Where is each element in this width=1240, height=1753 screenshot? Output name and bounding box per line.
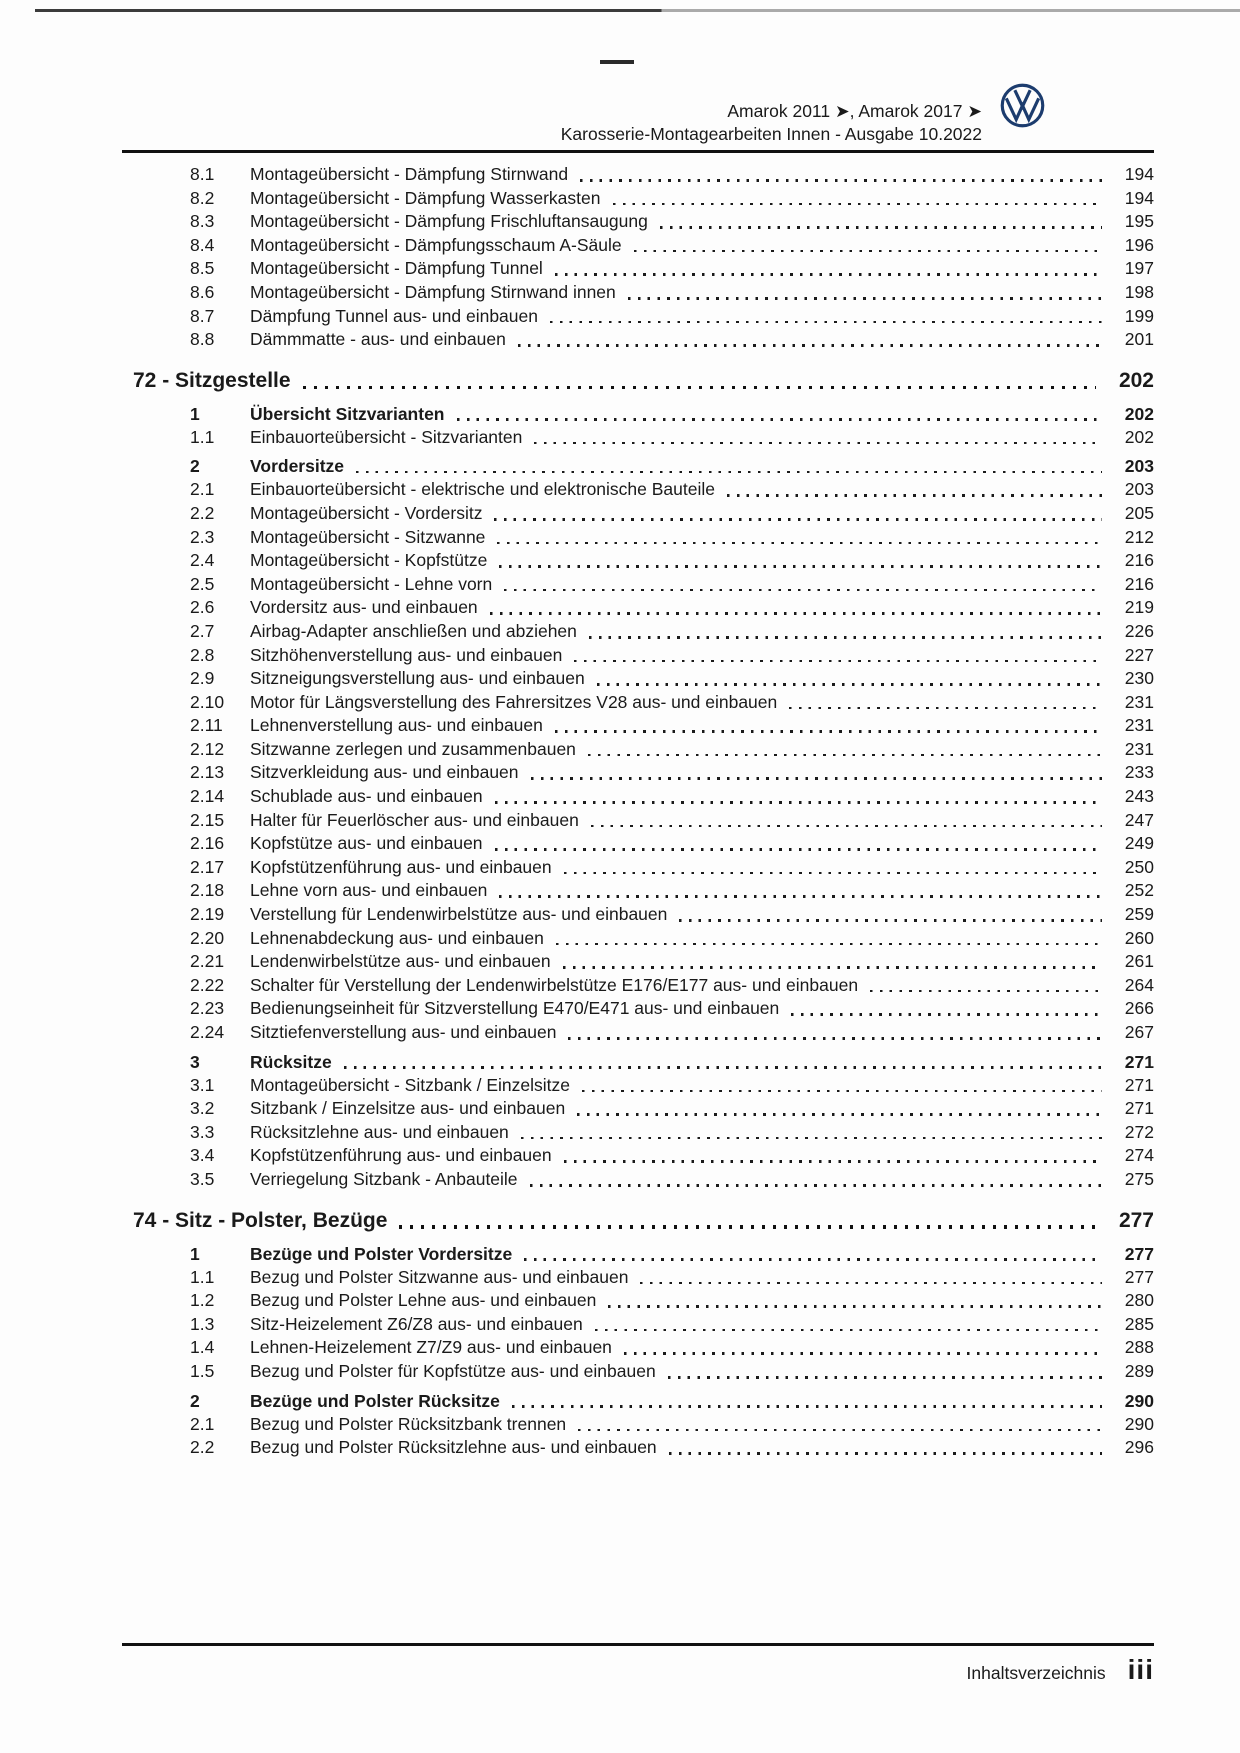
dot-leader bbox=[613, 203, 1103, 206]
dot-leader bbox=[555, 730, 1102, 733]
dot-leader bbox=[568, 1037, 1102, 1040]
toc-entry-row[interactable] bbox=[122, 1436, 1154, 1460]
toc-entry-page-number: 243 bbox=[1124, 786, 1154, 807]
toc-entry-row[interactable] bbox=[122, 903, 1154, 927]
dot-leader bbox=[534, 442, 1102, 445]
toc-entry-title: Sitzverkleidung aus- und einbauen bbox=[250, 762, 519, 783]
dot-leader bbox=[595, 1329, 1102, 1332]
toc-entry-row[interactable] bbox=[122, 257, 1154, 281]
toc-entry-page-number: 266 bbox=[1124, 998, 1154, 1019]
toc-entry-number: 8.5 bbox=[190, 258, 215, 279]
toc-entry-number: 3 bbox=[190, 1051, 200, 1072]
toc-entry-row[interactable] bbox=[122, 832, 1154, 856]
toc-entry-row[interactable] bbox=[122, 187, 1154, 211]
toc-entry-title: Sitztiefenverstellung aus- und einbauen bbox=[250, 1022, 557, 1042]
toc-entry-row[interactable] bbox=[122, 305, 1154, 329]
toc-entry-number: 2.12 bbox=[190, 738, 225, 759]
dot-leader bbox=[356, 471, 1102, 474]
dot-leader bbox=[490, 612, 1102, 615]
toc-entry-title: Montageübersicht - Lehne vorn bbox=[250, 573, 493, 594]
dot-leader bbox=[504, 589, 1102, 592]
toc-entry-number: 8.7 bbox=[190, 305, 215, 326]
toc-entry-row[interactable] bbox=[122, 502, 1154, 526]
toc-entry-row[interactable] bbox=[122, 1266, 1154, 1290]
toc-entry-title: Montageübersicht - Kopfstütze bbox=[250, 550, 488, 571]
toc-entry-number: 2.24 bbox=[190, 1022, 225, 1042]
toc-entry-page-number: 201 bbox=[1124, 329, 1154, 350]
toc-entry-row[interactable] bbox=[122, 454, 1154, 478]
toc-entry-number: 8.1 bbox=[190, 164, 215, 184]
toc-entry-page-number: 271 bbox=[1124, 1098, 1154, 1119]
toc-entry-number: 2.3 bbox=[190, 526, 215, 547]
dot-leader bbox=[628, 297, 1102, 300]
toc-entry-row[interactable] bbox=[122, 785, 1154, 809]
toc-entry-page-number: 290 bbox=[1124, 1390, 1154, 1411]
dot-leader bbox=[499, 895, 1102, 898]
toc-entry-page-number: 277 bbox=[1124, 1243, 1154, 1264]
dot-leader bbox=[791, 1013, 1102, 1016]
toc-entry-page-number: 233 bbox=[1124, 762, 1154, 783]
toc-entry-row[interactable] bbox=[122, 526, 1154, 550]
toc-entry-number: 3.1 bbox=[190, 1074, 215, 1095]
dot-leader bbox=[668, 1376, 1102, 1379]
toc-entry-title: Einbauorteübersicht - Sitzvarianten bbox=[250, 426, 523, 447]
scan-artifact-dash bbox=[600, 60, 634, 64]
toc-entry-page-number: 231 bbox=[1124, 738, 1154, 759]
toc-entry-number: 2 bbox=[190, 456, 200, 477]
toc-entry-title: Sitzbank / Einzelsitze aus- und einbauen bbox=[250, 1098, 566, 1119]
dot-leader bbox=[608, 1305, 1102, 1308]
toc-entry-row[interactable] bbox=[122, 234, 1154, 258]
toc-entry-title: Bezug und Polster Rücksitzbank trennen bbox=[250, 1413, 567, 1434]
dot-leader bbox=[564, 1160, 1102, 1163]
dot-leader bbox=[588, 754, 1102, 757]
toc-entry-number: 1.3 bbox=[190, 1313, 215, 1334]
toc-entry-row[interactable] bbox=[122, 478, 1154, 502]
toc-entry-number: 3.4 bbox=[190, 1145, 215, 1166]
toc-entry-number: 3.5 bbox=[190, 1168, 215, 1189]
toc-entry-row[interactable] bbox=[122, 738, 1154, 762]
toc-entry-title: Verriegelung Sitzbank - Anbauteile bbox=[250, 1168, 518, 1189]
dot-leader bbox=[303, 386, 1096, 389]
toc-entry-title: Bezug und Polster Lehne aus- und einbauen bbox=[250, 1290, 597, 1311]
dot-leader bbox=[589, 636, 1102, 639]
dot-leader bbox=[634, 250, 1102, 253]
toc-entry-number: 8.3 bbox=[190, 211, 215, 232]
toc-entry-title: Bezug und Polster Sitzwanne aus- und einbauen bbox=[250, 1266, 629, 1287]
toc-entry-title: Montageübersicht - Sitzwanne bbox=[250, 526, 486, 547]
dot-leader bbox=[531, 777, 1102, 780]
toc-entry-page-number: 252 bbox=[1124, 880, 1154, 901]
toc-chapter-label: 72 - Sitzgestelle bbox=[133, 368, 291, 392]
dot-leader bbox=[457, 418, 1103, 421]
toc-entry-title: Montageübersicht - Dämpfung Stirnwand innen bbox=[250, 281, 616, 302]
dot-leader bbox=[870, 990, 1102, 993]
toc-entry-page-number: 271 bbox=[1124, 1051, 1154, 1072]
dot-leader bbox=[495, 801, 1102, 804]
toc-entry-number: 2.14 bbox=[190, 786, 225, 807]
toc-entry-page-number: 203 bbox=[1124, 479, 1154, 500]
dot-leader bbox=[499, 565, 1102, 568]
toc-entry-number: 2.17 bbox=[190, 856, 225, 877]
toc-entry-number: 2.4 bbox=[190, 550, 215, 571]
dot-leader bbox=[640, 1282, 1102, 1285]
toc-entry-title: Montageübersicht - Dämpfung Frischluftansaugung bbox=[250, 211, 648, 232]
toc-entry-page-number: 231 bbox=[1124, 691, 1154, 712]
toc-entry-page-number: 197 bbox=[1124, 258, 1154, 279]
toc-entry-row[interactable] bbox=[122, 596, 1154, 620]
toc-entry-title: Vordersitz aus- und einbauen bbox=[250, 597, 478, 618]
toc-entry-row[interactable] bbox=[122, 761, 1154, 785]
toc-entry-number: 1.2 bbox=[190, 1290, 215, 1311]
toc-entry-title: Montageübersicht - Dämpfung Tunnel bbox=[250, 258, 543, 279]
toc-entry-page-number: 227 bbox=[1124, 644, 1154, 665]
toc-entry-row[interactable] bbox=[122, 573, 1154, 597]
dot-leader bbox=[399, 1225, 1096, 1228]
toc-entry-number: 2.8 bbox=[190, 644, 215, 665]
toc-entry-row[interactable] bbox=[122, 691, 1154, 715]
toc-entry-title: Montageübersicht - Sitzbank / Einzelsitze bbox=[250, 1074, 571, 1095]
toc-entry-title: Schalter für Verstellung der Lendenwirbelstütze E176/E177 aus- und einbauen bbox=[250, 974, 859, 995]
toc-entry-number: 2.22 bbox=[190, 974, 225, 995]
toc-entry-page-number: 196 bbox=[1124, 234, 1154, 255]
toc-entry-title: Lehnenabdeckung aus- und einbauen bbox=[250, 927, 544, 948]
toc-entry-number: 2.7 bbox=[190, 620, 215, 641]
footer-section-label: Inhaltsverzeichnis bbox=[966, 1663, 1106, 1683]
toc-entry-title: Montageübersicht - Dämpfungsschaum A-Säule bbox=[250, 234, 622, 255]
toc-entry-row[interactable] bbox=[122, 1097, 1154, 1121]
toc-entry-row[interactable] bbox=[122, 1074, 1154, 1098]
toc-entry-row[interactable] bbox=[122, 714, 1154, 738]
toc-entry-number: 1 bbox=[190, 403, 200, 424]
header-model-line: Amarok 2011 ➤, Amarok 2017 ➤ bbox=[727, 101, 982, 121]
table-of-contents bbox=[122, 163, 1154, 1460]
toc-entry-number: 2 bbox=[190, 1390, 200, 1411]
toc-entry-page-number: 290 bbox=[1124, 1413, 1154, 1434]
dot-leader bbox=[577, 1113, 1102, 1116]
toc-entry-page-number: 267 bbox=[1124, 1022, 1154, 1042]
toc-entry-title: Sitzneigungsverstellung aus- und einbauen bbox=[250, 668, 585, 689]
toc-entry-title: Lehne vorn aus- und einbauen bbox=[250, 880, 488, 901]
toc-entry-title: Lendenwirbelstütze aus- und einbauen bbox=[250, 951, 551, 972]
dot-leader bbox=[530, 1184, 1102, 1187]
dot-leader bbox=[512, 1405, 1102, 1408]
toc-entry-page-number: 195 bbox=[1124, 211, 1154, 232]
dot-leader bbox=[578, 1429, 1102, 1432]
toc-chapter-row[interactable] bbox=[122, 1207, 1154, 1235]
toc-entry-title: Verstellung für Lendenwirbelstütze aus- und einbauen bbox=[250, 904, 668, 925]
toc-entry-row[interactable] bbox=[122, 879, 1154, 903]
toc-entry-number: 8.4 bbox=[190, 234, 215, 255]
toc-entry-page-number: 271 bbox=[1124, 1074, 1154, 1095]
toc-entry-number: 8.6 bbox=[190, 281, 215, 302]
dot-leader bbox=[789, 707, 1102, 710]
toc-entry-row[interactable] bbox=[122, 1121, 1154, 1145]
toc-entry-page-number: 231 bbox=[1124, 715, 1154, 736]
toc-entry-page-number: 277 bbox=[1124, 1266, 1154, 1287]
dot-leader bbox=[564, 872, 1102, 875]
toc-entry-row[interactable] bbox=[122, 1144, 1154, 1168]
dot-leader bbox=[563, 966, 1102, 969]
toc-entry-page-number: 261 bbox=[1124, 951, 1154, 972]
toc-entry-page-number: 198 bbox=[1124, 281, 1154, 302]
toc-entry-number: 2.1 bbox=[190, 479, 215, 500]
toc-entry-title: Motor für Längsverstellung des Fahrersitzes V28 aus- und einbauen bbox=[250, 691, 778, 712]
toc-entry-number: 2.18 bbox=[190, 880, 225, 901]
toc-entry-number: 2.9 bbox=[190, 668, 215, 689]
dot-leader bbox=[591, 825, 1102, 828]
toc-entry-row[interactable] bbox=[122, 974, 1154, 998]
dot-leader bbox=[555, 273, 1102, 276]
dot-leader bbox=[495, 848, 1102, 851]
toc-entry-title: Dämmmatte - aus- und einbauen bbox=[250, 329, 506, 350]
footer-rule bbox=[122, 1643, 1154, 1646]
toc-entry-row[interactable] bbox=[122, 997, 1154, 1021]
toc-entry-title: Bedienungseinheit für Sitzverstellung E470/E471 aus- und einbauen bbox=[250, 998, 780, 1019]
toc-entry-title: Lehnen-Heizelement Z7/Z9 aus- und einbauen bbox=[250, 1337, 612, 1358]
toc-entry-title: Dämpfung Tunnel aus- und einbauen bbox=[250, 305, 538, 326]
vw-logo-icon bbox=[1000, 83, 1045, 128]
toc-entry-title: Bezüge und Polster Vordersitze bbox=[250, 1243, 513, 1264]
toc-entry-page-number: 289 bbox=[1124, 1360, 1154, 1381]
toc-entry-row[interactable] bbox=[122, 1168, 1154, 1192]
toc-entry-number: 2.1 bbox=[190, 1413, 215, 1434]
toc-entry-row[interactable] bbox=[122, 281, 1154, 305]
scan-artifact-line bbox=[35, 9, 1240, 12]
dot-leader bbox=[669, 1452, 1102, 1455]
toc-entry-row[interactable] bbox=[122, 667, 1154, 691]
toc-entry-number: 8.2 bbox=[190, 187, 215, 208]
toc-entry-title: Bezug und Polster für Kopfstütze aus- und einbauen bbox=[250, 1360, 656, 1381]
toc-entry-title: Sitzwanne zerlegen und zusammenbauen bbox=[250, 738, 576, 759]
dot-leader bbox=[550, 321, 1102, 324]
toc-entry-row[interactable] bbox=[122, 328, 1154, 352]
dot-leader bbox=[494, 518, 1102, 521]
toc-entry-page-number: 250 bbox=[1124, 856, 1154, 877]
toc-entry-page-number: 219 bbox=[1124, 597, 1154, 618]
toc-entry-number: 3.2 bbox=[190, 1098, 215, 1119]
toc-entry-page-number: 212 bbox=[1124, 526, 1154, 547]
toc-entry-row[interactable] bbox=[122, 856, 1154, 880]
header-rule bbox=[122, 150, 1154, 153]
toc-entry-number: 2.15 bbox=[190, 809, 225, 830]
toc-entry-number: 2.16 bbox=[190, 833, 225, 854]
toc-entry-row[interactable] bbox=[122, 644, 1154, 668]
dot-leader bbox=[344, 1066, 1102, 1069]
toc-entry-page-number: 226 bbox=[1124, 620, 1154, 641]
toc-entry-page-number: 216 bbox=[1124, 550, 1154, 571]
header-document-line: Karosserie-Montagearbeiten Innen - Ausgabe 10.2022 bbox=[560, 124, 982, 144]
toc-entry-title: Schublade aus- und einbauen bbox=[250, 786, 483, 807]
toc-entry-number: 2.10 bbox=[190, 691, 225, 712]
toc-entry-page-number: 259 bbox=[1124, 904, 1154, 925]
toc-entry-page-number: 247 bbox=[1124, 809, 1154, 830]
toc-entry-number: 2.11 bbox=[190, 715, 223, 736]
toc-entry-row[interactable] bbox=[122, 426, 1154, 450]
toc-entry-row[interactable] bbox=[122, 809, 1154, 833]
toc-entry-number: 1.1 bbox=[190, 1266, 215, 1287]
toc-entry-page-number: 288 bbox=[1124, 1337, 1154, 1358]
toc-chapter-page-number: 277 bbox=[1118, 1208, 1154, 1232]
toc-entry-page-number: 274 bbox=[1124, 1145, 1154, 1166]
toc-entry-page-number: 202 bbox=[1124, 403, 1154, 424]
toc-entry-number: 2.23 bbox=[190, 998, 225, 1019]
toc-entry-number: 2.21 bbox=[190, 951, 225, 972]
dot-leader bbox=[521, 1137, 1102, 1140]
toc-entry-page-number: 202 bbox=[1124, 426, 1154, 447]
toc-entry-title: Montageübersicht - Dämpfung Stirnwand bbox=[250, 164, 569, 184]
toc-entry-row[interactable] bbox=[122, 1313, 1154, 1337]
toc-entry-title: Bezug und Polster Rücksitzlehne aus- und einbauen bbox=[250, 1437, 657, 1458]
toc-entry-title: Rücksitze bbox=[250, 1051, 332, 1072]
toc-entry-title: Halter für Feuerlöscher aus- und einbauen bbox=[250, 809, 579, 830]
toc-entry-row[interactable] bbox=[122, 620, 1154, 644]
toc-entry-page-number: 260 bbox=[1124, 927, 1154, 948]
dot-leader bbox=[582, 1090, 1102, 1093]
toc-entry-row[interactable] bbox=[122, 1360, 1154, 1384]
toc-entry-title: Übersicht Sitzvarianten bbox=[250, 403, 445, 424]
toc-entry-number: 2.2 bbox=[190, 502, 215, 523]
dot-leader bbox=[524, 1258, 1102, 1261]
toc-entry-title: Bezüge und Polster Rücksitze bbox=[250, 1390, 500, 1411]
toc-entry-title: Vordersitze bbox=[250, 456, 345, 477]
toc-chapter-label: 74 - Sitz - Polster, Bezüge bbox=[133, 1208, 388, 1232]
toc-entry-page-number: 249 bbox=[1124, 833, 1154, 854]
toc-entry-row[interactable] bbox=[122, 1389, 1154, 1413]
toc-entry-page-number: 199 bbox=[1124, 305, 1154, 326]
dot-leader bbox=[497, 542, 1102, 545]
toc-entry-number: 2.13 bbox=[190, 762, 225, 783]
dot-leader bbox=[727, 494, 1102, 497]
toc-entry-title: Montageübersicht - Vordersitz bbox=[250, 502, 483, 523]
toc-entry-row[interactable] bbox=[122, 1242, 1154, 1266]
toc-entry-title: Kopfstützenführung aus- und einbauen bbox=[250, 1145, 552, 1166]
toc-entry-row[interactable] bbox=[122, 950, 1154, 974]
toc-entry-title: Einbauorteübersicht - elektrische und elektronische Bauteile bbox=[250, 479, 715, 500]
toc-entry-page-number: 216 bbox=[1124, 573, 1154, 594]
footer-page-number: iii bbox=[1127, 1654, 1154, 1685]
toc-entry-page-number: 264 bbox=[1124, 974, 1154, 995]
toc-entry-row[interactable] bbox=[122, 163, 1154, 187]
toc-entry-row[interactable] bbox=[122, 210, 1154, 234]
toc-entry-page-number: 280 bbox=[1124, 1290, 1154, 1311]
page-header bbox=[561, 100, 982, 146]
dot-leader bbox=[597, 683, 1102, 686]
toc-entry-title: Sitzhöhenverstellung aus- und einbauen bbox=[250, 644, 563, 665]
toc-entry-number: 2.20 bbox=[190, 927, 225, 948]
toc-chapter-page-number: 202 bbox=[1118, 368, 1154, 392]
toc-entry-number: 1.4 bbox=[190, 1337, 215, 1358]
dot-leader bbox=[580, 179, 1102, 182]
toc-entry-page-number: 275 bbox=[1124, 1168, 1154, 1189]
toc-entry-number: 3.3 bbox=[190, 1121, 215, 1142]
dot-leader bbox=[679, 919, 1102, 922]
toc-entry-title: Sitz-Heizelement Z6/Z8 aus- und einbauen bbox=[250, 1313, 583, 1334]
toc-entry-title: Lehnenverstellung aus- und einbauen bbox=[250, 715, 543, 736]
toc-entry-title: Rücksitzlehne aus- und einbauen bbox=[250, 1121, 509, 1142]
toc-entry-row[interactable] bbox=[122, 927, 1154, 951]
toc-entry-number: 2.6 bbox=[190, 597, 215, 618]
toc-entry-title: Kopfstützenführung aus- und einbauen bbox=[250, 856, 552, 877]
toc-entry-row[interactable] bbox=[122, 1050, 1154, 1074]
toc-entry-page-number: 272 bbox=[1124, 1121, 1154, 1142]
toc-chapter-row[interactable] bbox=[122, 367, 1154, 395]
dot-leader bbox=[574, 660, 1102, 663]
toc-entry-number: 2.5 bbox=[190, 573, 215, 594]
toc-entry-number: 1.5 bbox=[190, 1360, 215, 1381]
toc-entry-row[interactable] bbox=[122, 549, 1154, 573]
toc-entry-page-number: 194 bbox=[1124, 187, 1154, 208]
toc-entry-row[interactable] bbox=[122, 1413, 1154, 1437]
toc-entry-page-number: 205 bbox=[1124, 502, 1154, 523]
toc-entry-number: 1 bbox=[190, 1243, 200, 1264]
toc-entry-row[interactable] bbox=[122, 402, 1154, 426]
page-footer bbox=[122, 1655, 1154, 1685]
toc-entry-row[interactable] bbox=[122, 1021, 1154, 1045]
toc-entry-number: 1.1 bbox=[190, 426, 215, 447]
toc-entry-title: Kopfstütze aus- und einbauen bbox=[250, 833, 483, 854]
toc-entry-page-number: 203 bbox=[1124, 456, 1154, 477]
toc-entry-row[interactable] bbox=[122, 1336, 1154, 1360]
dot-leader bbox=[556, 943, 1102, 946]
dot-leader bbox=[518, 344, 1102, 347]
toc-entry-title: Airbag-Adapter anschließen und abziehen bbox=[250, 620, 577, 641]
toc-entry-page-number: 296 bbox=[1124, 1437, 1154, 1458]
toc-entry-number: 2.2 bbox=[190, 1437, 215, 1458]
toc-entry-title: Montageübersicht - Dämpfung Wasserkasten bbox=[250, 187, 601, 208]
toc-entry-row[interactable] bbox=[122, 1289, 1154, 1313]
toc-entry-number: 8.8 bbox=[190, 329, 215, 350]
toc-entry-page-number: 285 bbox=[1124, 1313, 1154, 1334]
toc-entry-page-number: 194 bbox=[1124, 164, 1154, 184]
toc-entry-number: 2.19 bbox=[190, 904, 225, 925]
dot-leader bbox=[624, 1352, 1102, 1355]
dot-leader bbox=[660, 226, 1102, 229]
toc-entry-page-number: 230 bbox=[1124, 668, 1154, 689]
